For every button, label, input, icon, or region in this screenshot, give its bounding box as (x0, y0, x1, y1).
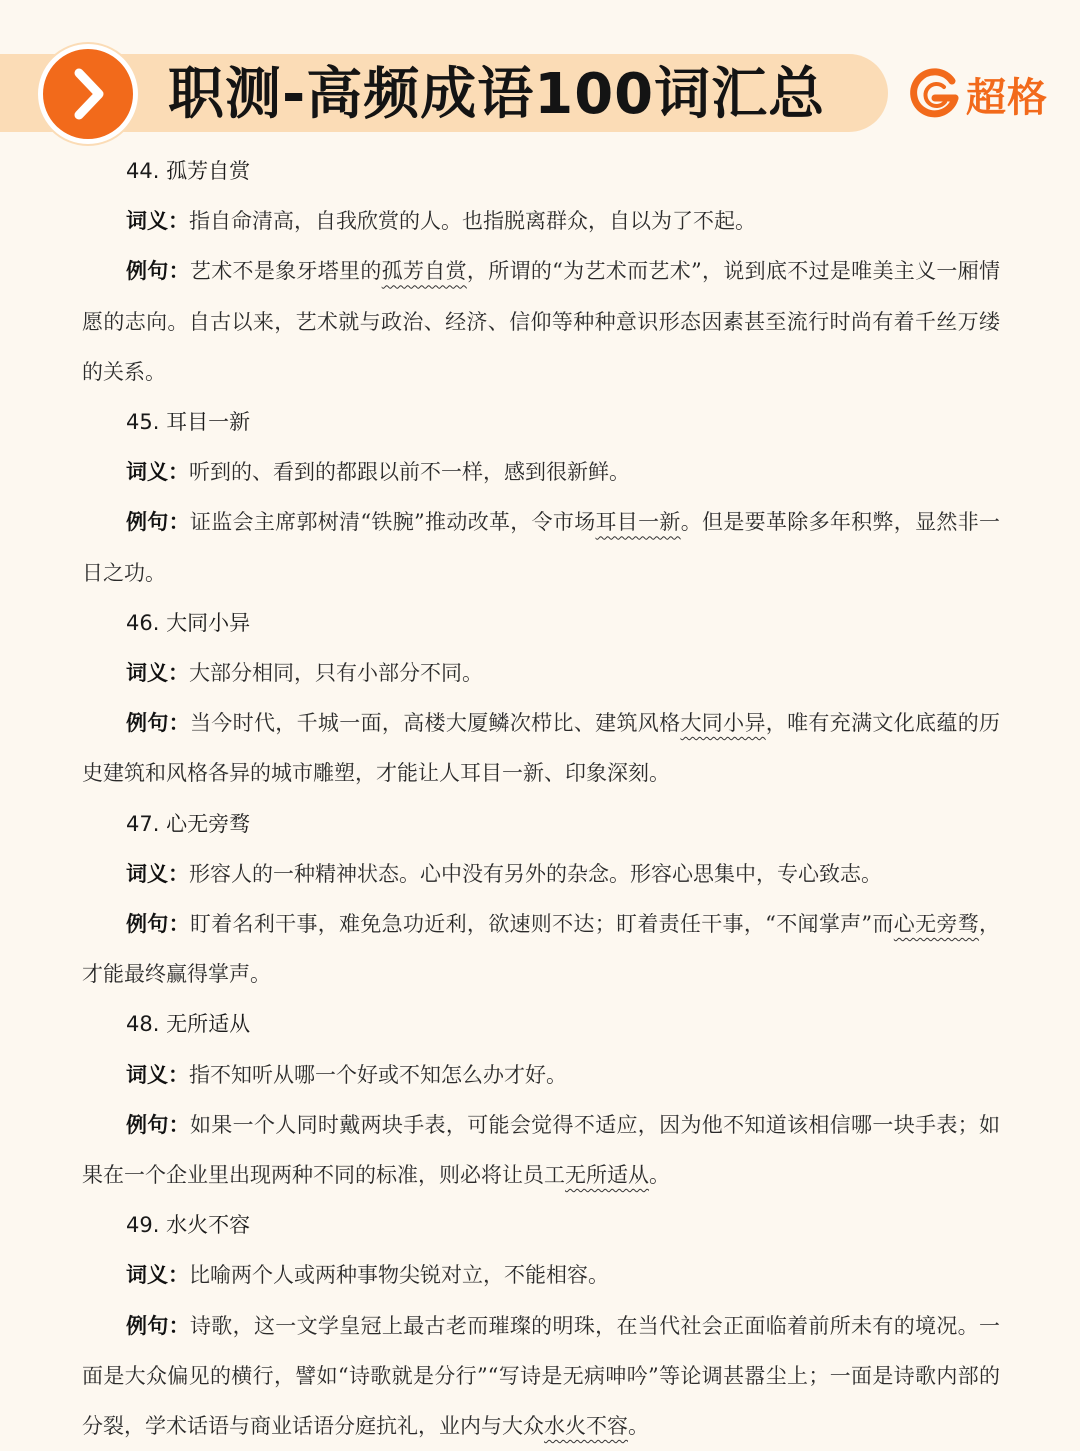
meaning-label: 词义： (126, 860, 189, 886)
example-text-after: ，才能最终赢得掌声。 (82, 911, 1001, 987)
meaning-text: 大部分相同，只有小部分不同。 (189, 660, 483, 685)
meaning-text: 形容人的一种精神状态。心中没有另外的杂念。形容心思集中，专心致志。 (189, 861, 882, 886)
idiom-title: 45. 耳目一新 (126, 410, 251, 434)
idiom-example (82, 1301, 1000, 1451)
example-idiom-highlight: 孤芳自赏 (381, 259, 467, 284)
idiom-list (82, 146, 1000, 1451)
idiom-entry (82, 598, 1000, 799)
chevron-right-icon (38, 44, 138, 144)
idiom-example (82, 899, 1000, 999)
meaning-text: 指自命清高，自我欣赏的人。也指脱离群众，自以为了不起。 (189, 209, 756, 234)
brand-logo (908, 66, 1048, 122)
example-label: 例句： (126, 910, 190, 936)
idiom-title: 48. 无所适从 (126, 1012, 251, 1037)
brand-name: 超格 (966, 74, 1048, 121)
idiom-entry (82, 999, 1000, 1200)
example-idiom-highlight: 心无旁骛 (893, 911, 980, 936)
example-label: 例句： (126, 509, 190, 535)
example-text-before: 证监会主席郭树清“铁腕”推动改革，令市场 (189, 510, 596, 535)
example-text-before: 当今时代，千城一面，高楼大厦鳞次栉比、建筑风格 (189, 711, 681, 736)
idiom-example (82, 497, 1000, 597)
example-idiom-highlight: 水火不容 (544, 1413, 628, 1438)
example-label: 例句： (126, 1111, 190, 1137)
example-idiom-highlight: 大同小异 (680, 711, 766, 736)
meaning-label: 词义： (126, 659, 189, 685)
example-text-after: 。但是要革除多年积弊，显然非一日之功。 (82, 510, 1001, 585)
example-label: 例句： (126, 258, 190, 284)
example-text-after: 。 (649, 1162, 670, 1187)
idiom-meaning (82, 1050, 1000, 1100)
example-text-before: 盯着名利干事，难免急功近利，欲速则不达；盯着责任干事，“不闻掌声”而 (189, 911, 894, 936)
idiom-example (82, 246, 1000, 397)
meaning-label: 词义： (126, 1061, 189, 1087)
idiom-entry (82, 1200, 1000, 1451)
meaning-text: 听到的、看到的都跟以前不一样，感到很新鲜。 (189, 460, 630, 485)
idiom-example (82, 698, 1000, 798)
idiom-title: 44. 孤芳自赏 (126, 159, 251, 183)
example-text-after: 。 (628, 1413, 649, 1438)
meaning-text: 指不知听从哪一个好或不知怎么办才好。 (189, 1062, 567, 1087)
meaning-label: 词义： (126, 208, 189, 234)
example-text-after: ，所谓的“为艺术而艺术”，说到底不过是唯美主义一厢情愿的志向。自古以来，艺术就与政治、经济、信仰等种种意识形态因素甚至流行时尚有着千丝万缕的关系。 (82, 259, 1001, 384)
idiom-title: 49. 水火不容 (126, 1213, 251, 1238)
page-title: 职测-高频成语100词汇总 (168, 62, 826, 127)
idiom-meaning (82, 648, 1000, 698)
idiom-meaning (82, 196, 1000, 246)
idiom-meaning (82, 447, 1000, 497)
example-text-after: ，唯有充满文化底蕴的历史建筑和风格各异的城市雕塑，才能让人耳目一新、印象深刻。 (82, 711, 1001, 786)
example-idiom-highlight: 耳目一新 (595, 510, 681, 535)
example-label: 例句： (126, 710, 190, 736)
letter-g-logo-icon (908, 67, 962, 121)
example-text-before: 诗歌，这一文学皇冠上最古老而璀璨的明珠，在当代社会正面临着前所未有的境况。一面是大众偏见的横行，譬如“诗歌就是分行”“写诗是无病呻吟”等论调甚嚣尘上；一面是诗歌内部的分裂，学术话语与商业话语分庭抗礼，业内与大众 (82, 1313, 1001, 1438)
meaning-label: 词义： (126, 459, 189, 485)
idiom-entry (82, 146, 1000, 397)
page-header (0, 0, 1080, 150)
meaning-text: 比喻两个人或两种事物尖锐对立，不能相容。 (189, 1263, 609, 1288)
example-text-before: 如果一个人同时戴两块手表，可能会觉得不适应，因为他不知道该相信哪一块手表；如果在一个企业里出现两种不同的标准，则必将让员工 (82, 1112, 1001, 1187)
example-idiom-highlight: 无所适从 (565, 1162, 649, 1187)
idiom-title: 47. 心无旁骛 (126, 811, 251, 836)
example-text-before: 艺术不是象牙塔里的 (189, 259, 382, 284)
example-label: 例句： (126, 1312, 190, 1338)
idiom-title: 46. 大同小异 (126, 610, 251, 635)
idiom-entry (82, 799, 1000, 1000)
meaning-label: 词义： (126, 1262, 189, 1288)
idiom-entry (82, 397, 1000, 598)
idiom-meaning (82, 849, 1000, 899)
idiom-example (82, 1100, 1000, 1200)
idiom-meaning (82, 1250, 1000, 1300)
